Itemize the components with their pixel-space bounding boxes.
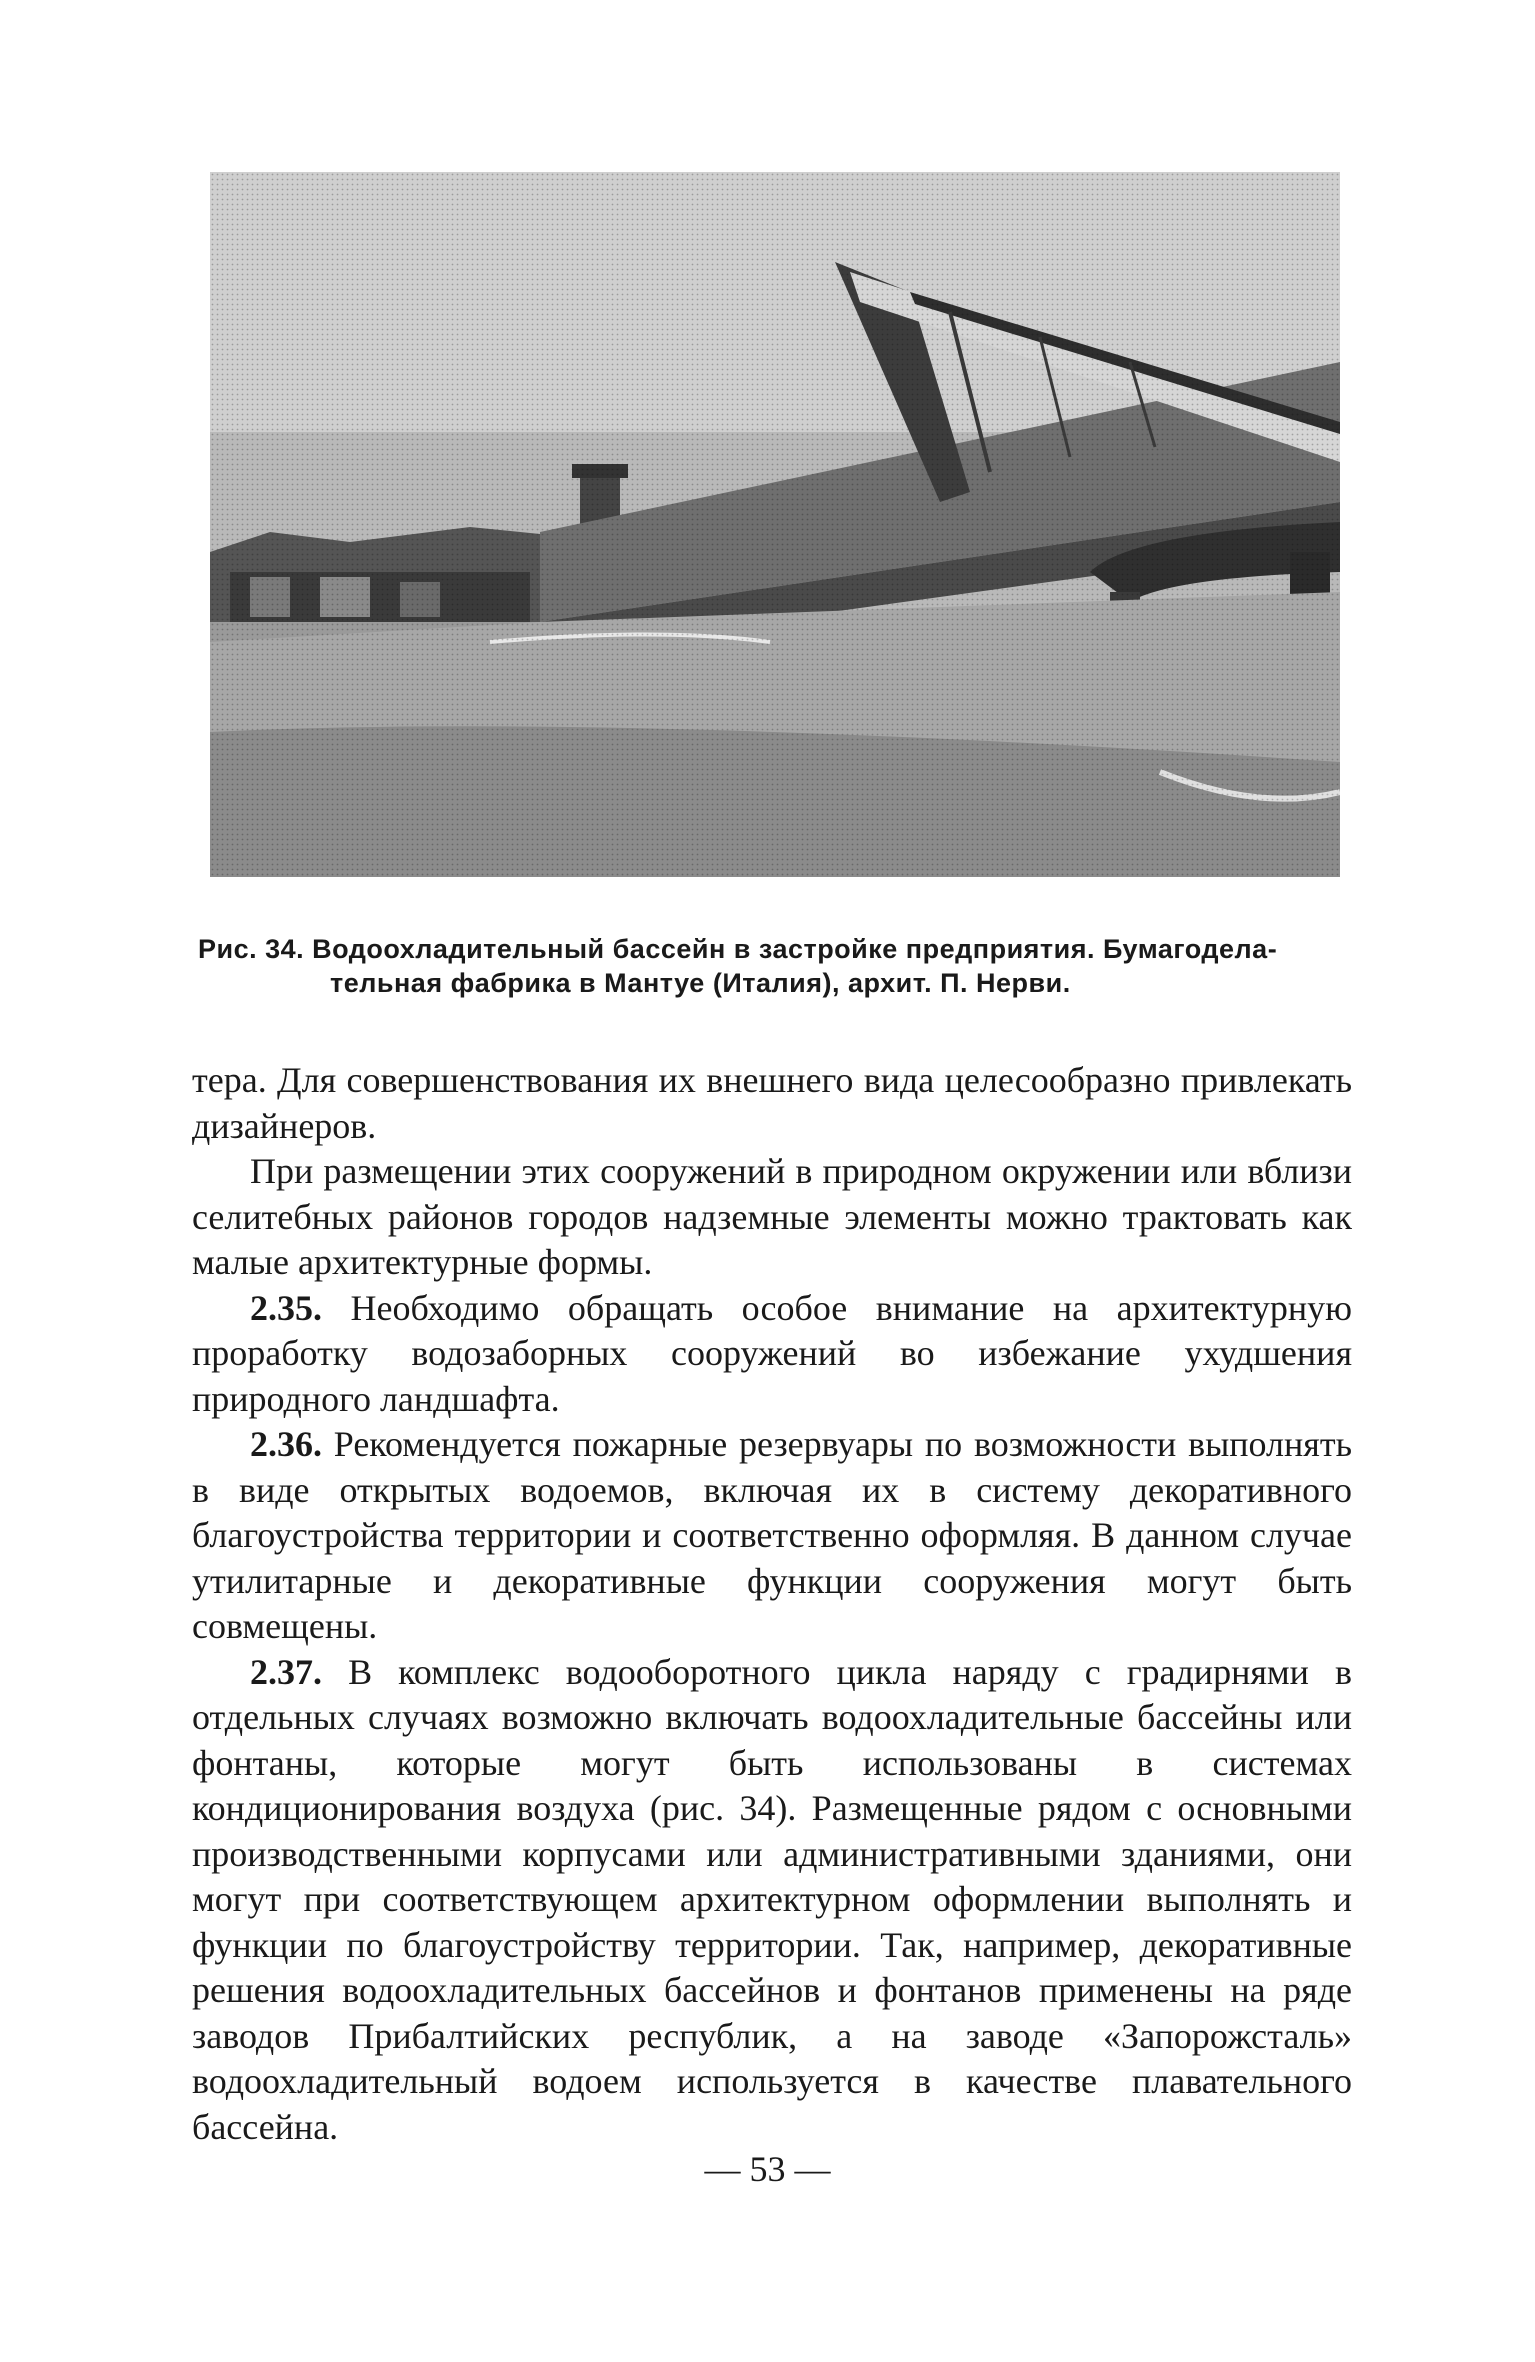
paragraph-1: тера. Для совершенствования их внешнего вида целесообразно привлекать дизайнеров. — [192, 1060, 1352, 1146]
caption-line-1: Рис. 34. Водоохладительный бассейн в застройке предприятия. Бумагодела- — [198, 934, 1278, 964]
paragraph-2-35 — [192, 1286, 1352, 1423]
paragraph-2: При размещении этих сооружений в природном окружении или вблизи селитебных районов городов надземные элементы можно трактовать как малые архитектурные формы. — [192, 1151, 1352, 1282]
paragraph-2-37 — [192, 1650, 1352, 2151]
paragraph-2-36 — [192, 1422, 1352, 1650]
section-number-2-36: 2.36. — [250, 1424, 322, 1464]
figure-caption — [198, 932, 1348, 1000]
section-number-2-35: 2.35. — [250, 1287, 322, 1328]
paragraph-2-35-text: Необходимо обращать особое внимание на архитектурную проработку водозаборных сооружений во избежание ухудшения природного ландшафта. — [192, 1287, 1353, 1419]
cooling-pool-photo — [210, 172, 1340, 877]
body-text — [192, 1058, 1352, 2150]
paragraph-2-36-text: Рекомендуется пожарные резервуары по возможности выполнять в виде открытых водоемов, включая их в систему декоративного благоустройства территории и соответственно оформляя. В данном случае утилитарные и декоративные функции сооружения могут быть совмещены. — [192, 1424, 1353, 1646]
page-number: — 53 — — [704, 2149, 831, 2189]
caption-line-2: тельная фабрика в Мантуе (Италия), архит. П. Нерви. — [330, 968, 1071, 998]
figure-photo — [210, 172, 1340, 877]
section-number-2-37: 2.37. — [250, 1651, 322, 1692]
paragraph-2-37-text: В комплекс водооборотного цикла наряду с градирнями в отдельных случаях возможно включать водоохладительные бассейны или фонтаны, которые могут быть использованы в системах кондиционирования воздуха (рис. 34). Размещенные рядом с основными производственными корпусами или административными зданиями, они могут при соответствующем архитектурном оформлении выполнять и функции по благоустройству территории. Так, например, декоративные решения водоохладительных бассейнов и фонтанов применены на ряде заводов Прибалтийских республик, а на заводе «Запорожсталь» водоохладительный водоем используется в качестве плавательного бассейна. — [192, 1651, 1352, 2147]
